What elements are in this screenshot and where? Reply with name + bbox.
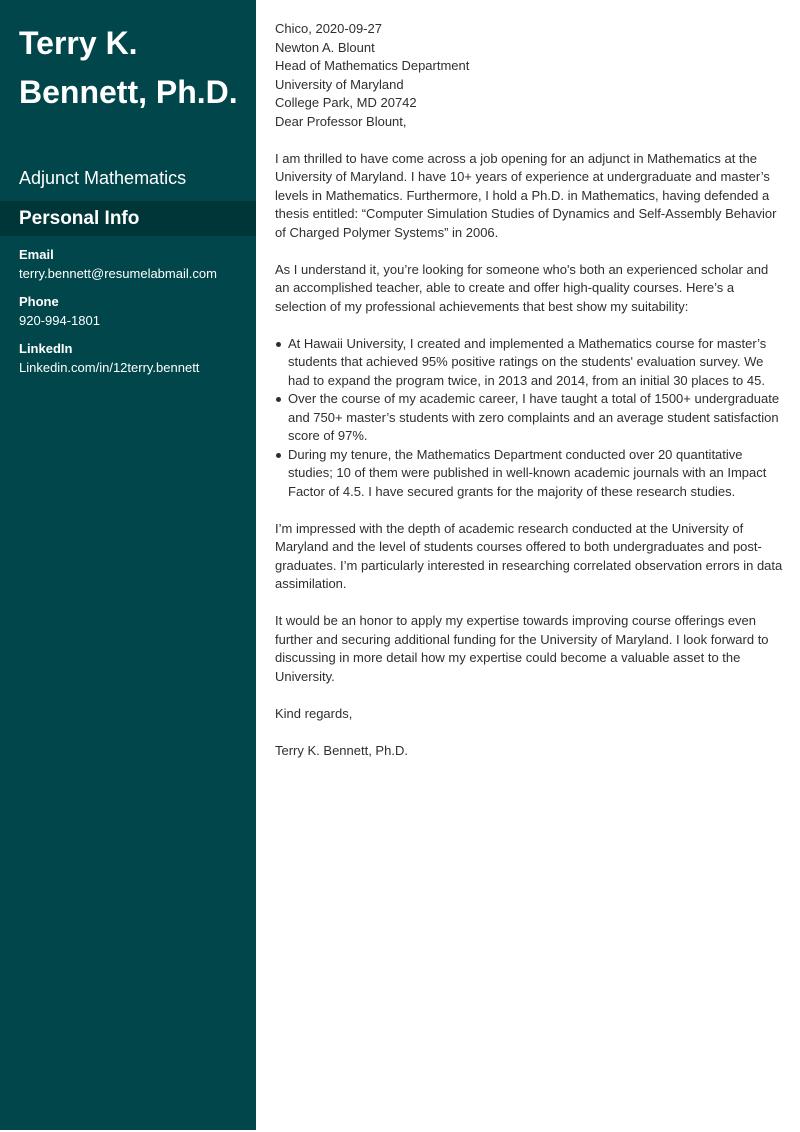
recipient-address: College Park, MD 20742: [275, 95, 417, 110]
email-value[interactable]: terry.bennett@resumelabmail.com: [19, 266, 217, 281]
phone-value[interactable]: 920-994-1801: [19, 313, 100, 328]
recipient-name: Newton A. Blount: [275, 39, 375, 55]
linkedin-value[interactable]: Linkedin.com/in/12terry.bennett: [19, 360, 200, 375]
paragraph-spacer: [275, 594, 783, 613]
paragraph-spacer: [275, 686, 783, 705]
personal-info-heading: Personal Info: [19, 208, 140, 229]
recipient-position: Head of Mathematics Department: [275, 58, 470, 73]
phone-label: Phone: [19, 294, 59, 309]
recipient-block: [275, 39, 783, 113]
cover-letter: [275, 20, 783, 760]
requirements-paragraph: As I understand it, you’re looking for someone who's both an experienced scholar and an accomplished teacher, able to create and offer high-quality courses. Here’s a selection of my professional achievements that best show my suitability:: [275, 261, 769, 314]
date-line: Chico, 2020-09-27: [275, 21, 382, 36]
opening-paragraph: I am thrilled to have come across a job opening for an adjunct in Mathematics at the University of Maryland. I have 10+ years of experience at undergraduate and master’s levels in Mathematics. Furthermore, I hold a Ph.D. in Mathematics, having defended a thesis entitled: “Computer Simulation Studies of Dynamics and Self-Assembly Behavior of Charged Polymer Systems” in 2006.: [275, 150, 777, 240]
paragraph-spacer: [275, 131, 783, 150]
paragraph-spacer: [275, 723, 783, 742]
linkedin-label: LinkedIn: [19, 341, 73, 356]
email-label: Email: [19, 247, 54, 262]
paragraph-spacer: [275, 501, 783, 520]
achievements-list: [275, 335, 783, 502]
personal-info-header: [0, 201, 256, 236]
paragraph-spacer: [275, 242, 783, 261]
recipient-organization: University of Maryland: [275, 76, 404, 92]
closing-phrase: Kind regards,: [275, 705, 353, 721]
applicant-name: Terry K. Bennett, Ph.D.: [19, 25, 238, 110]
paragraph-spacer: [275, 316, 783, 335]
interest-paragraph: I’m impressed with the depth of academic research conducted at the University of Maryland and the level of students courses offered to both undergraduates and post-graduates. I’m particularly interested in researching correlated observation errors in data assimilation.: [275, 520, 783, 591]
achievement-item: Over the course of my academic career, I have taught a total of 1500+ undergraduate and 750+ master’s students with zero complaints and an average student satisfaction score of 97%.: [275, 390, 783, 446]
sidebar: [0, 0, 256, 1130]
achievement-item: During my tenure, the Mathematics Department conducted over 20 quantitative studies; 10 of them were published in well-known academic journals with an Impact Factor of 4.5. I have secured grants for the majority of these research studies.: [275, 446, 783, 502]
achievement-item: At Hawaii University, I created and implemented a Mathematics course for master’s students that achieved 95% positive ratings on the students' evaluation survey. We had to expand the program twice, in 2013 and 2014, from an initial 30 places to 45.: [275, 335, 783, 391]
closing-paragraph: It would be an honor to apply my expertise towards improving course offerings even further and securing additional funding for the University of Maryland. I look forward to discussing in more detail how my expertise could become a valuable asset to the University.: [275, 613, 769, 684]
signature: Terry K. Bennett, Ph.D.: [275, 742, 408, 758]
salutation: Dear Professor Blount,: [275, 113, 407, 129]
job-title: Adjunct Mathematics: [19, 168, 187, 188]
